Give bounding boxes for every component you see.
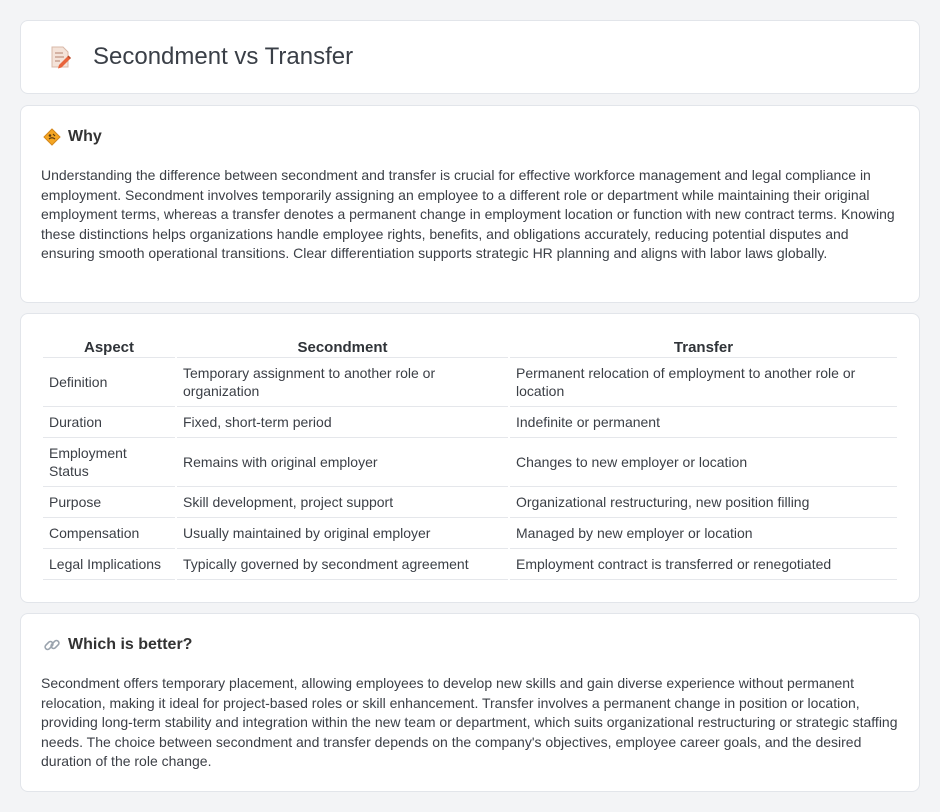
page-title: Secondment vs Transfer — [93, 43, 354, 70]
why-card — [20, 105, 920, 303]
comparison-card — [20, 313, 920, 603]
table-row — [43, 487, 897, 518]
row-aspect: Employment Status — [43, 438, 175, 487]
link-icon — [43, 636, 61, 654]
row-transfer: Organizational restructuring, new position filling — [510, 487, 897, 518]
row-transfer: Changes to new employer or location — [510, 438, 897, 487]
table-row — [43, 549, 897, 580]
document-pen-icon — [47, 44, 73, 70]
row-secondment: Temporary assignment to another role or organization — [177, 358, 508, 407]
why-header — [43, 128, 102, 146]
row-secondment: Fixed, short-term period — [177, 407, 508, 438]
row-secondment: Typically governed by secondment agreement — [177, 549, 508, 580]
which-better-card — [20, 613, 920, 792]
table-header-row — [43, 334, 897, 358]
row-transfer: Employment contract is transferred or renegotiated — [510, 549, 897, 580]
comparison-table — [41, 334, 899, 580]
row-aspect: Compensation — [43, 518, 175, 549]
row-aspect: Legal Implications — [43, 549, 175, 580]
table-row — [43, 518, 897, 549]
column-header-transfer: Transfer — [510, 334, 897, 358]
title-row — [47, 43, 353, 71]
better-header — [43, 636, 192, 654]
column-header-secondment: Secondment — [177, 334, 508, 358]
row-secondment: Remains with original employer — [177, 438, 508, 487]
row-aspect: Purpose — [43, 487, 175, 518]
row-transfer: Permanent relocation of employment to another role or location — [510, 358, 897, 407]
better-paragraph: Secondment offers temporary placement, allowing employees to develop new skills and gain diverse experience without permanent relocation, making it ideal for project-based roles or skill enhancement. Transfer involves a permanent change in position or location, providing long-term stability and integration within the new team or department, which suits organizational restructuring or strategic staffing needs. The choice between secondment and transfer depends on the company's objectives, employee career goals, and the desired duration of the role change. — [41, 675, 898, 769]
row-aspect: Definition — [43, 358, 175, 407]
row-transfer: Managed by new employer or location — [510, 518, 897, 549]
column-header-aspect: Aspect — [43, 334, 175, 358]
title-card — [20, 20, 920, 94]
row-transfer: Indefinite or permanent — [510, 407, 897, 438]
row-secondment: Skill development, project support — [177, 487, 508, 518]
warning-diamond-icon — [43, 128, 61, 146]
table-row — [43, 438, 897, 487]
why-title: Why — [68, 128, 102, 145]
row-secondment: Usually maintained by original employer — [177, 518, 508, 549]
better-title: Which is better? — [68, 636, 193, 653]
table-row — [43, 407, 897, 438]
row-aspect: Duration — [43, 407, 175, 438]
table-row — [43, 358, 897, 407]
why-paragraph: Understanding the difference between secondment and transfer is crucial for effective workforce management and legal compliance in employment. Secondment involves temporarily assigning an employee to a different role or department while maintaining their original employment terms, whereas a transfer denotes a permanent change in employment location or function with new contract terms. Knowing these distinctions helps organizations handle employee rights, benefits, and obligations accurately, reducing potential disputes and ensuring smooth operational transitions. Clear differentiation supports strategic HR planning and aligns with labor laws globally. — [41, 167, 895, 261]
